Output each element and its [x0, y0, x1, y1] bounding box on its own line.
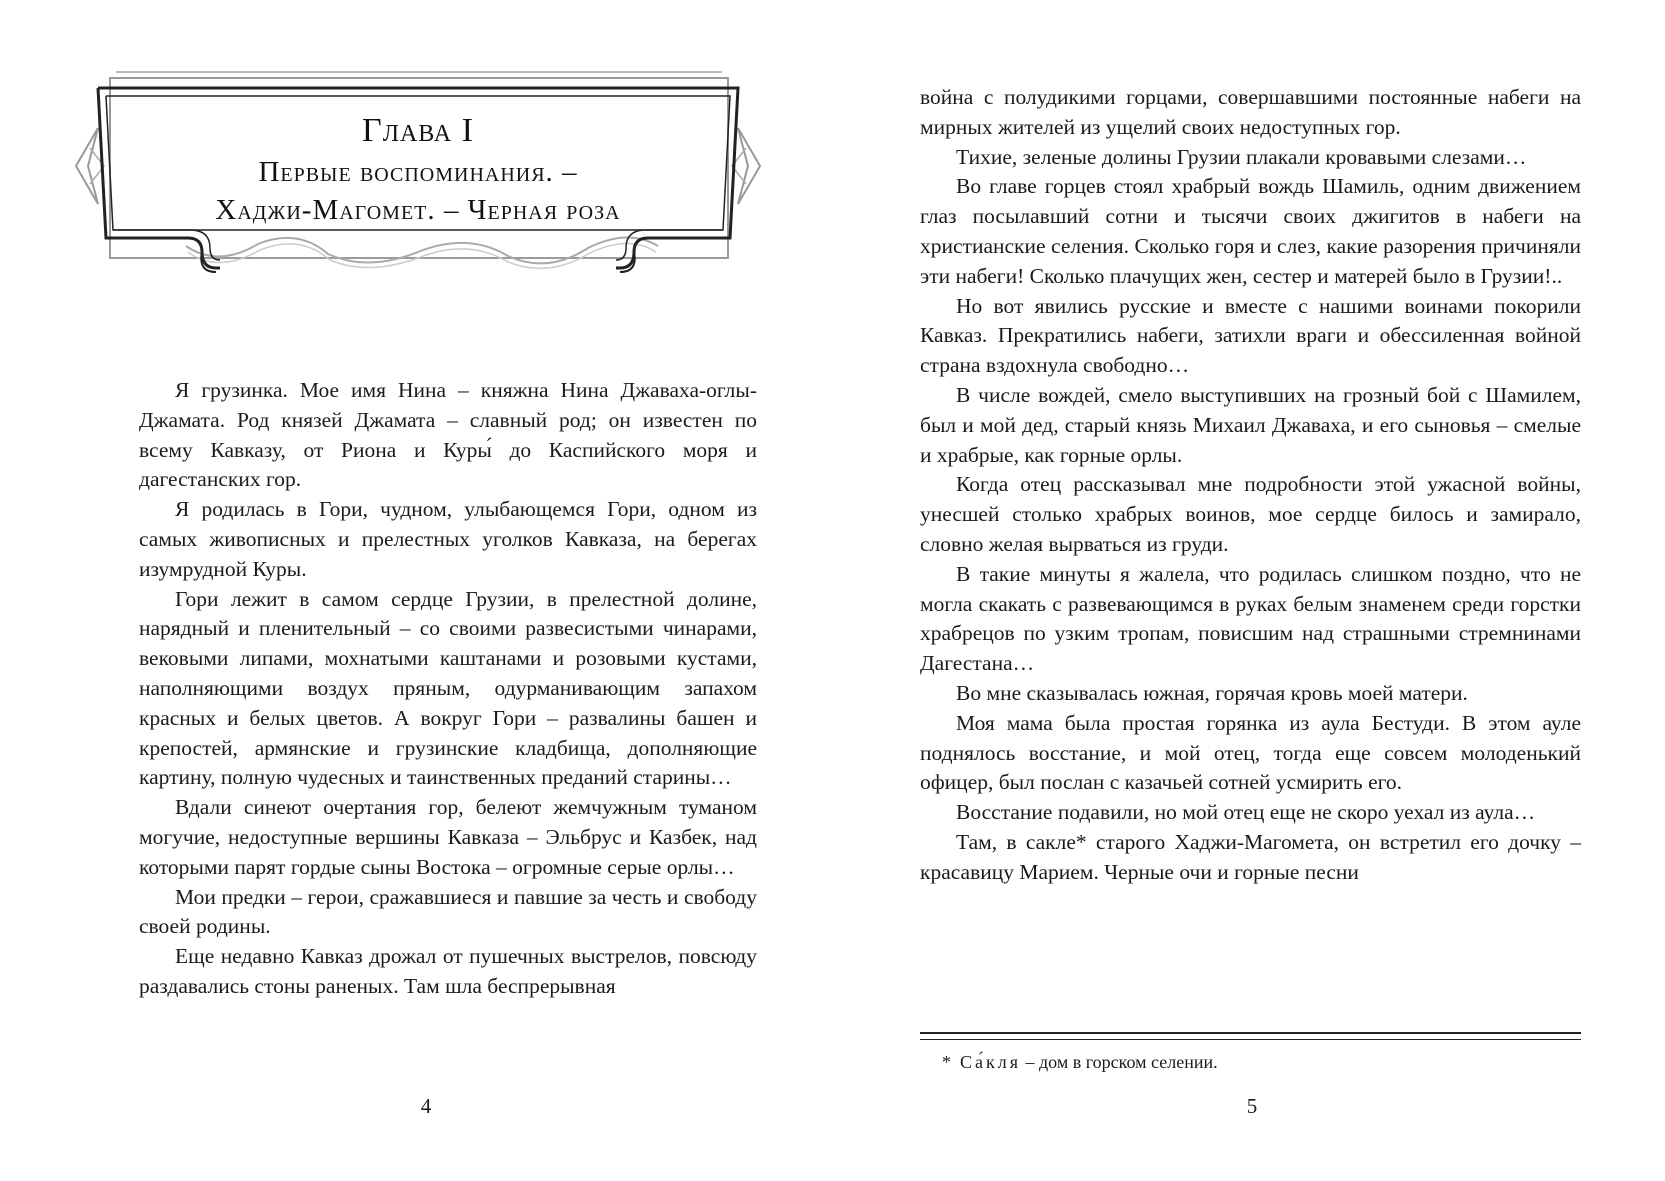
footnote	[942, 1050, 1582, 1074]
paragraph-continuation: война с полудикими горцами, совершавшими постоянные набеги на мирных жителей из ущелий своих недоступных гор.	[920, 85, 1581, 139]
footnote-definition: – дом в горском селении.	[1021, 1052, 1218, 1072]
footnote-mark[interactable]: *	[1075, 829, 1087, 854]
paragraph: Еще недавно Кавказ дрожал от пушечных выстрелов, повсюду раздавались стоны раненых. Там шла беспрерывная	[139, 944, 757, 998]
paragraph-with-footnote	[920, 828, 1581, 888]
right-page	[832, 0, 1665, 1181]
chapter-subtitle-line-2: Хаджи-Магомет. – Черная роза	[215, 194, 621, 226]
paragraph: Я родилась в Гори, чудном, улыбающемся Гори, одном из самых живописных и прелестных уголков Кавказа, на берегах изумрудной Куры.	[139, 497, 757, 581]
left-page	[0, 0, 830, 1181]
left-body-text	[139, 376, 757, 1002]
chapter-subtitle-line-1: Первые воспоминания. –	[258, 156, 578, 188]
paragraph: Гори лежит в самом сердце Грузии, в прелестной долине, нарядный и пленительный – со своими развесистыми чинарами, вековыми липами, мохнатыми каштанами и розовыми кустами, наполняющими воздух пряным, одурманивающим запахом красных и белых цветов. А вокруг Гори – развалины башен и крепостей, армянские и грузинские кладбища, дополняющие картину, полную чудесных и таинственных преданий старины…	[139, 586, 757, 790]
paragraph: Восстание подавили, но мой отец еще не скоро уехал из аула…	[956, 800, 1536, 825]
chapter-number: Глава I	[362, 112, 474, 149]
footnote-mark: *	[942, 1052, 951, 1072]
paragraph: Вдали синеют очертания гор, белеют жемчужным туманом могучие, недоступные вершины Кавказа – Эльбрус и Казбек, над которыми парят гордые сыны Востока – огромные серые орлы…	[139, 795, 757, 879]
paragraph: Когда отец рассказывал мне подробности этой ужасной войны, унесшей столько храбрых воинов, мое сердце билось и замирало, словно желая вырваться из груди.	[920, 472, 1581, 556]
page-number: 4	[420, 1094, 432, 1118]
paragraph: В числе вождей, смело выступивших на грозный бой с Шамилем, был и мой дед, старый князь Михаил Джаваха, и его сыновья – смелые и храбрые, как горные орлы.	[920, 382, 1581, 467]
right-body-text	[920, 83, 1581, 888]
paragraph: Во мне сказывалась южная, горячая кровь моей матери.	[956, 680, 1468, 705]
paragraph: Моя мама была простая горянка из аула Бестуди. В этом ауле поднялось восстание, и мой отец, тогда еще совсем молоденький офицер, был послан с казачьей сотней усмирить его.	[920, 710, 1581, 795]
paragraph: Мои предки – герои, сражавшиеся и павшие за честь и свободу своей родины.	[139, 884, 757, 939]
page-number: 5	[1246, 1094, 1258, 1118]
paragraph: В такие минуты я жалела, что родилась слишком поздно, что не могла скакать с развевающимся в руках белым знаменем среди горстки храбрецов по узким тропам, повисшим над страшными стремнинами Дагестана…	[920, 561, 1581, 676]
paragraph: Во главе горцев стоял храбрый вождь Шамиль, одним движением глаз посылавший сотни и тысячи своих джигитов в набеги на христианские селения. Сколько горя и слез, какие разорения причиняли эти набеги! Сколько плачущих жен, сестер и матерей было в Грузии!..	[920, 174, 1581, 288]
paragraph: Тихие, зеленые долины Грузии плакали кровавыми слезами…	[956, 144, 1527, 169]
chapter-title-frame	[68, 68, 768, 278]
paragraph-text: старого Хаджи-Магомета, он встретил его дочку – красавицу Марием. Черные очи и горные песни	[920, 829, 1581, 884]
footnote-term: Са́кля	[960, 1052, 1022, 1072]
paragraph: Я грузинка. Мое имя Нина – княжна Нина Джаваха-оглы-Джамата. Род князей Джамата – славный род; он известен по всему Кавказу, от Риона и Куры́ до Каспийского моря и дагестанских гор.	[139, 378, 757, 492]
footnote-divider	[920, 1032, 1581, 1040]
paragraph-text: Там, в сакле	[956, 829, 1076, 854]
paragraph: Но вот явились русские и вместе с нашими воинами покорили Кавказ. Прекратились набеги, затихли враги и обессиленная войной страна вздохнула свободно…	[920, 293, 1581, 378]
